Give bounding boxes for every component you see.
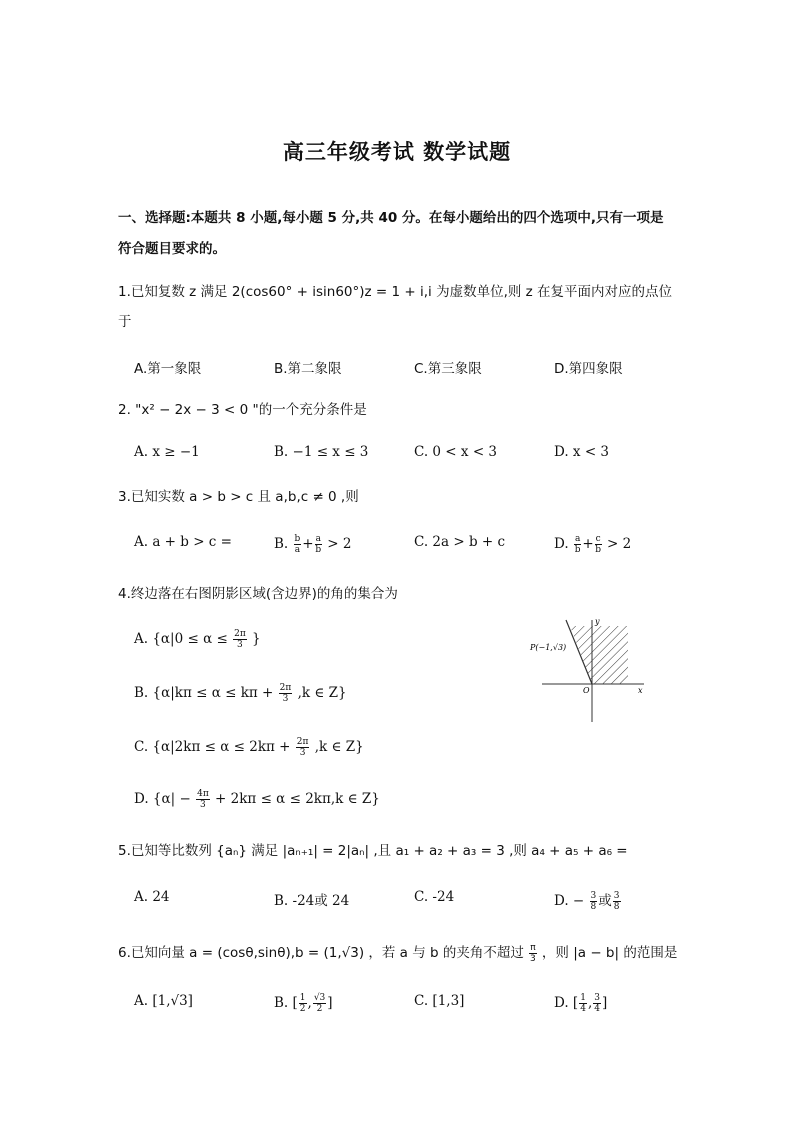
q5-option-a: A. 24 [134,889,170,905]
shaded-region [570,626,628,684]
q4-option-d: D. {α| − $\frac{4\pi}{3}$ + 2kπ ≤ α ≤ 2kπ,k ∈ Z} [134,789,380,810]
question-6 [118,938,678,968]
q4-option-b: B. {α|kπ ≤ α ≤ kπ + $\frac{2\pi}{3}$ ,k ∈ Z} [134,683,347,704]
question-6-options [134,993,694,1017]
origin-label: O [583,686,590,695]
question-5 [118,836,678,866]
section-instructions-line2: 符合题目要求的。 [118,241,226,257]
question-5-options [134,889,694,913]
q6-option-d: D. [ $\frac{1}{4}$ , $\frac{3}{4}$ ] [554,993,608,1014]
page-title: 高三年级考试 数学试题 [282,140,512,164]
question-2 [118,395,678,425]
question-1-text-line2: 于 [118,314,132,330]
q6-option-b: B. [ $\frac{1}{2}$ , $\frac{√3}{2}$ ] [274,993,333,1014]
q2-option-c: C. 0 < x < 3 [414,444,498,460]
y-axis-label: y [595,617,600,626]
question-2-options [134,444,694,468]
q1-option-d: D.第四象限 [554,361,623,377]
q3-option-d: D. $\frac{a}{b}$ + $\frac{c}{b}$ > 2 [554,534,632,555]
q1-option-a: A.第一象限 [134,361,202,377]
point-label: P(−1,√3) [530,643,567,652]
question-4-text: 4.终边落在右图阴影区域(含边界)的角的集合为 [118,586,398,602]
question-5-text: 5.已知等比数列 {aₙ} 满足 |aₙ₊₁| = 2|aₙ| ,且 a₁ + a₂ + a₃ = 3 ,则 a₄ + a₅ + a₆ = [118,843,628,859]
q2-option-a: A. x ≥ −1 [134,444,200,460]
q1-option-b: B.第二象限 [274,361,342,377]
question-1 [118,277,678,337]
q5-option-c: C. -24 [414,889,455,905]
q5-option-b: B. -24或 24 [274,893,350,909]
question-3-text: 3.已知实数 a > b > c 且 a,b,c ≠ 0 ,则 [118,489,359,505]
question-4 [118,579,678,609]
x-axis-label: x [638,686,643,695]
section-instructions-line1: 一、选择题:本题共 8 小题,每小题 5 分,共 40 分。在每小题给出的四个选项中,只有一项是 [118,210,664,226]
question-1-options [134,357,694,381]
q3-option-b: B. $\frac{b}{a}$ + $\frac{a}{b}$ > 2 [274,534,352,555]
question-3 [118,482,678,512]
q3-option-a: A. a + b > c = [134,534,232,550]
q4-option-c: C. {α|2kπ ≤ α ≤ 2kπ + $\frac{2\pi}{3}$ ,k ∈ Z} [134,737,364,758]
question-6-text: 6.已知向量 a = (cosθ,sinθ),b = (1,√3) ，若 a 与 b 的夹角不超过 $\frac{\pi}{3}$ ，则 |a − b| 的范围是 [118,942,678,964]
q5-option-d: D. − $\frac{3}{8}$ 或 $\frac{3}{8}$ [554,891,620,912]
question-2-text: 2. "x² − 2x − 3 < 0 "的一个充分条件是 [118,402,367,418]
q2-option-d: D. x < 3 [554,444,610,460]
q6-option-c: C. [1,3] [414,993,465,1009]
question-3-options [134,534,694,558]
q3-option-c: C. 2a > b + c [414,534,506,550]
q2-option-b: B. −1 ≤ x ≤ 3 [274,444,369,460]
section-header [118,203,678,265]
q6-option-a: A. [1,√3] [134,993,193,1009]
question-1-text-line1: 1.已知复数 z 满足 2(cos60° + isin60°)z = 1 + i,i 为虚数单位,则 z 在复平面内对应的点位 [118,284,673,300]
q4-option-a: A. {α|0 ≤ α ≤ $\frac{2\pi}{3}$ } [134,629,261,650]
q1-option-c: C.第三象限 [414,361,482,377]
q4-angle-figure [528,614,650,726]
